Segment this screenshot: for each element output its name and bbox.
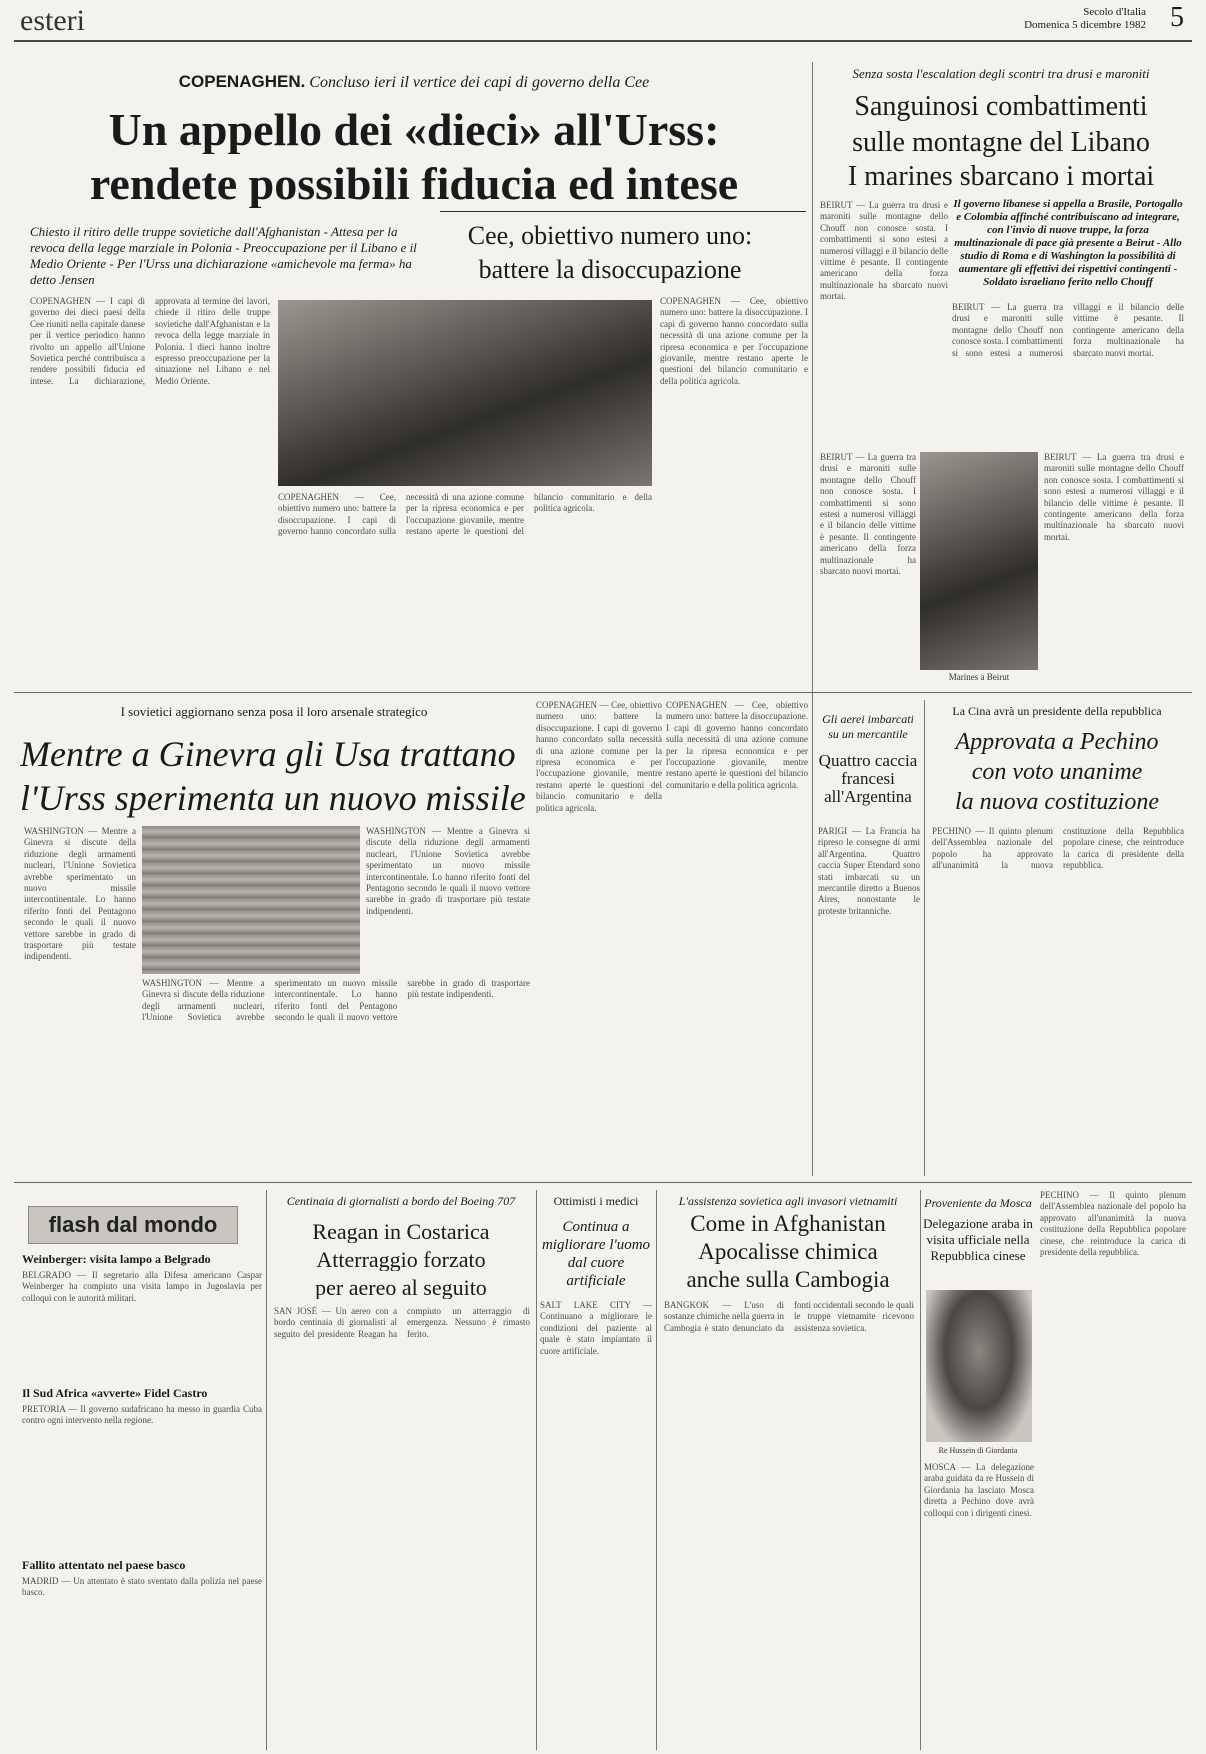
side-headline-2: battere la disoccupazione [478,256,742,284]
lead-headline-1: Un appello dei «dieci» all'Urss: [108,106,720,155]
flash-title: flash dal mondo [28,1206,238,1244]
afghan-headline-1: Come in Afghanistan [690,1212,886,1236]
column-divider-2 [924,700,925,1176]
moscow-kicker: Proveniente da Mosca [924,1196,1032,1210]
reagan-headline-2: Atterraggio forzato [316,1248,486,1272]
missile-body-b: WASHINGTON — Mentre a Ginevra si discute della riduzione degli armamenti nucleari, l'Unione Sovietica avrebbe sperimentato un nuovo missile intercontinentale. Lo hanno riferito fonti del Pentagono secondo le quali il nuovo vettore sarebbe in grado di trasportare più testate indipendenti. [142,978,530,1023]
lead-headline-2: rendete possibili fiducia ed intese [89,160,739,209]
flash-item1-head: Weinberger: visita lampo a Belgrado [22,1252,211,1266]
lead-kicker-city: COPENAGHEN. [178,72,306,91]
column-divider-6 [920,1190,921,1750]
moscow-body: MOSCA — La delegazione araba guidata da re Hussein di Giordania ha lasciato Mosca diretta a Pechino dove avrà colloqui con i dirigenti cinesi. [924,1462,1034,1518]
side-headline-1: Cee, obiettivo numero uno: [467,222,753,250]
heart-kicker: Ottimisti i medici [553,1194,639,1208]
reagan-kicker: Centinaia di giornalisti a bordo del Boeing 707 [286,1194,516,1208]
lebanon-deck: Il governo libanese si appella a Brasile, Portogallo e Colombia affinché contribuiscano ad integrare, con l'invio di nuove truppe, la forza multinazionale di pace già presente a Beirut - Allo studio di Roma e di Washington la possibilità di aumentare gli effettivi dei rispettivi contingenti - Soldato israeliano ferito nello Chouff [953,198,1183,288]
france-kicker: Gli aerei imbarcati su un mercantile [822,712,914,741]
column-divider-4 [536,1190,537,1750]
column-divider-5 [656,1190,657,1750]
missile-body-a: WASHINGTON — Mentre a Ginevra si discute della riduzione degli armamenti nucleari, l'Unione Sovietica avrebbe sperimentato un nuovo missile intercontinentale. Lo hanno riferito fonti del Pentagono secondo le quali il nuovo vettore sarebbe in grado di trasportare più testate indipendenti. [24,826,136,962]
china-headline-1: Approvata a Pechino [955,730,1159,755]
lead-body-left: COPENAGHEN — I capi di governo dei dieci paesi della Cee riuniti nella capitale danese per il vertice periodico hanno rivolto un appello all'Unione Sovietica perché contribuisca a rendere possibili fiducia ed intese. La dichiarazione, approvata al termine dei lavori, chiede il ritiro delle truppe sovietiche dall'Afghanistan e la revoca della legge marziale in Polonia. I dieci hanno inoltre espresso preoccupazione per la situazione nel Libano e nel Medio Oriente. [30,296,270,386]
flash-item1-body: BELGRADO — Il segretario alla Difesa americano Caspar Weinberger ha compiuto una visita lampo in Jugoslavia per colloqui con le autorità militari. [22,1270,262,1303]
lead-body-right: COPENAGHEN — Cee, obiettivo numero uno: battere la disoccupazione. I capi di governo hanno concordato sulla necessità di una azione comune per la ripresa economica e per l'occupazione giovanile, mentre restano aperte le questioni del bilancio comunitario e della politica agricola. [660,296,808,386]
flash-item2-head: Il Sud Africa «avverte» Fidel Castro [22,1386,208,1400]
lebanon-headline-1: Sanguinosi combattimenti [854,92,1148,122]
column-divider-3 [266,1190,267,1750]
afghan-body: BANGKOK — L'uso di sostanze chimiche nella guerra in Cambogia è stato denunciato da fonti occidentali secondo le quali le truppe vietnamite ricevono assistenza sovietica. [664,1300,914,1333]
paper-name: Secolo d'Italia [1083,6,1146,18]
china-headline-2: con voto unanime [971,760,1143,785]
heart-headline: Continua a migliorare l'uomo dal cuore artificiale [541,1219,651,1289]
header-rule [14,40,1192,42]
lebanon-headline-3: I marines sbarcano i mortai [847,162,1155,192]
issue-date: Domenica 5 dicembre 1982 [1024,19,1146,31]
missile-body-c: WASHINGTON — Mentre a Ginevra si discute della riduzione degli armamenti nucleari, l'Unione Sovietica avrebbe sperimentato un nuovo missile intercontinentale. Lo hanno riferito fonti del Pentagono secondo le quali il nuovo vettore sarebbe in grado di trasportare più testate indipendenti. [366,826,530,916]
reagan-body: SAN JOSÉ — Un aereo con a bordo centinaia di giornalisti al seguito del presidente Reagan ha compiuto un atterraggio di emergenza. Nessuno è rimasto ferito. [274,1306,530,1339]
lead-deck: Chiesto il ritiro delle truppe sovietiche dall'Afghanistan - Attesa per la revoca della legge marziale in Polonia - Preoccupazione per il Libano e il Medio Oriente - Per l'Urss una dichiarazione «amichevole ma ferma» ha detto Jensen [30,224,417,287]
masthead [1024,6,1146,32]
lebanon-headline-2: sulle montagne del Libano [852,128,1150,158]
lebanon-photo [920,452,1038,670]
afghan-headline-2: Apocalisse chimica [698,1240,878,1264]
china-kicker: La Cina avrà un presidente della repubblica [952,704,1162,718]
lead-photo [278,300,652,486]
flash-item2-body: PRETORIA — Il governo sudafricano ha messo in guardia Cuba contro ogni intervento nella regione. [22,1404,262,1426]
missile-headline-2: l'Urss sperimenta un nuovo missile [20,780,526,818]
mid-rule [14,692,1192,693]
france-body: PARIGI — La Francia ha ripreso le consegne di armi all'Argentina. Quattro caccia Super Etendard sono stati imbarcati su un mercantile diretto a Buenos Aires, nonostante le proteste britanniche. [818,826,920,916]
moscow-photo [926,1290,1032,1442]
lebanon-body-d: BEIRUT — La guerra tra drusi e maroniti sulle montagne dello Chouff non conosce sosta. I combattimenti si sono estesi a numerosi villaggi e il bilancio delle vittime è pesante. Il contingente americano della forza multinazionale ha sbarcato nuovi mortai. [1044,452,1184,542]
flash-item3-body: MADRID — Un attentato è stato sventato dalla polizia nel paese basco. [22,1576,262,1598]
missile-kicker: I sovietici aggiornano senza posa il loro arsenale strategico [120,704,428,719]
reagan-headline-3: per aereo al seguito [315,1276,487,1300]
column-divider [812,62,813,1176]
lead-kicker [24,72,804,102]
china-body: PECHINO — Il quinto plenum dell'Assemblea nazionale del popolo ha approvato all'unanimità la nuova costituzione della Repubblica popolare cinese, che reintroduce la carica di presidente della repubblica. [932,826,1184,871]
lebanon-body-a: BEIRUT — La guerra tra drusi e maroniti sulle montagne dello Chouff non conosce sosta. I combattimenti si sono estesi a numerosi villaggi e il bilancio delle vittime è pesante. Il contingente americano della forza multinazionale ha sbarcato nuovi mortai. [820,200,948,302]
lebanon-body-c: BEIRUT — La guerra tra drusi e maroniti sulle montagne dello Chouff non conosce sosta. I combattimenti si sono estesi a numerosi villaggi e il bilancio delle vittime è pesante. Il contingente americano della forza multinazionale ha sbarcato nuovi mortai. [820,452,916,577]
missile-headline-1: Mentre a Ginevra gli Usa trattano [20,736,516,774]
missile-body-d: COPENAGHEN — Cee, obiettivo numero uno: battere la disoccupazione. I capi di governo hanno concordato sulla necessità di una azione comune per la ripresa economica e per l'occupazione giovanile, mentre restano aperte le questioni del bilancio comunitario e della politica agricola. [536,700,662,813]
lebanon-photo-caption: Marines a Beirut [948,672,1010,682]
page-number: 5 [1170,2,1184,33]
flash-item3-head: Fallito attentato nel paese basco [22,1558,186,1572]
afghan-kicker: L'assistenza sovietica agli invasori vietnamiti [678,1194,898,1208]
lower-rule [14,1182,1192,1183]
lead-body-mid: COPENAGHEN — Cee, obiettivo numero uno: battere la disoccupazione. I capi di governo hanno concordato sulla necessità di una azione comune per la ripresa economica e per l'occupazione giovanile, mentre restano aperte le questioni del bilancio comunitario e della politica agricola. [278,492,652,537]
lead-subrule [440,211,806,212]
missile-body-e: COPENAGHEN — Cee, obiettivo numero uno: battere la disoccupazione. I capi di governo hanno concordato sulla necessità di una azione comune per la ripresa economica e per l'occupazione giovanile, mentre restano aperte le questioni del bilancio comunitario e della politica agricola. [666,700,808,790]
heart-body: SALT LAKE CITY — Continuano a migliorare le condizioni del paziente al quale è stato impiantato il cuore artificiale. [540,1300,652,1356]
afghan-headline-3: anche sulla Cambogia [686,1268,890,1292]
missile-photo [142,826,360,974]
section-name: esteri [20,4,85,37]
china-body-cont: PECHINO — Il quinto plenum dell'Assemblea nazionale del popolo ha approvato all'unanimità la nuova costituzione della Repubblica popolare cinese, che reintroduce la carica di presidente della repubblica. [1040,1190,1186,1258]
china-headline-3: la nuova costituzione [955,790,1159,815]
reagan-headline-1: Reagan in Costarica [312,1220,490,1244]
lead-kicker-text: Concluso ieri il vertice dei capi di governo della Cee [309,74,650,91]
lebanon-kicker: Senza sosta l'escalation degli scontri tra drusi e maroniti [852,66,1150,81]
france-headline: Quattro caccia francesi all'Argentina [818,752,918,806]
moscow-headline: Delegazione araba in visita ufficiale nella Repubblica cinese [923,1216,1033,1263]
moscow-photo-caption: Re Hussein di Giordania [938,1446,1018,1455]
lebanon-body-b: BEIRUT — La guerra tra drusi e maroniti sulle montagne dello Chouff non conosce sosta. I combattimenti si sono estesi a numerosi villaggi e il bilancio delle vittime è pesante. Il contingente americano della forza multinazionale ha sbarcato nuovi mortai. [952,302,1184,358]
